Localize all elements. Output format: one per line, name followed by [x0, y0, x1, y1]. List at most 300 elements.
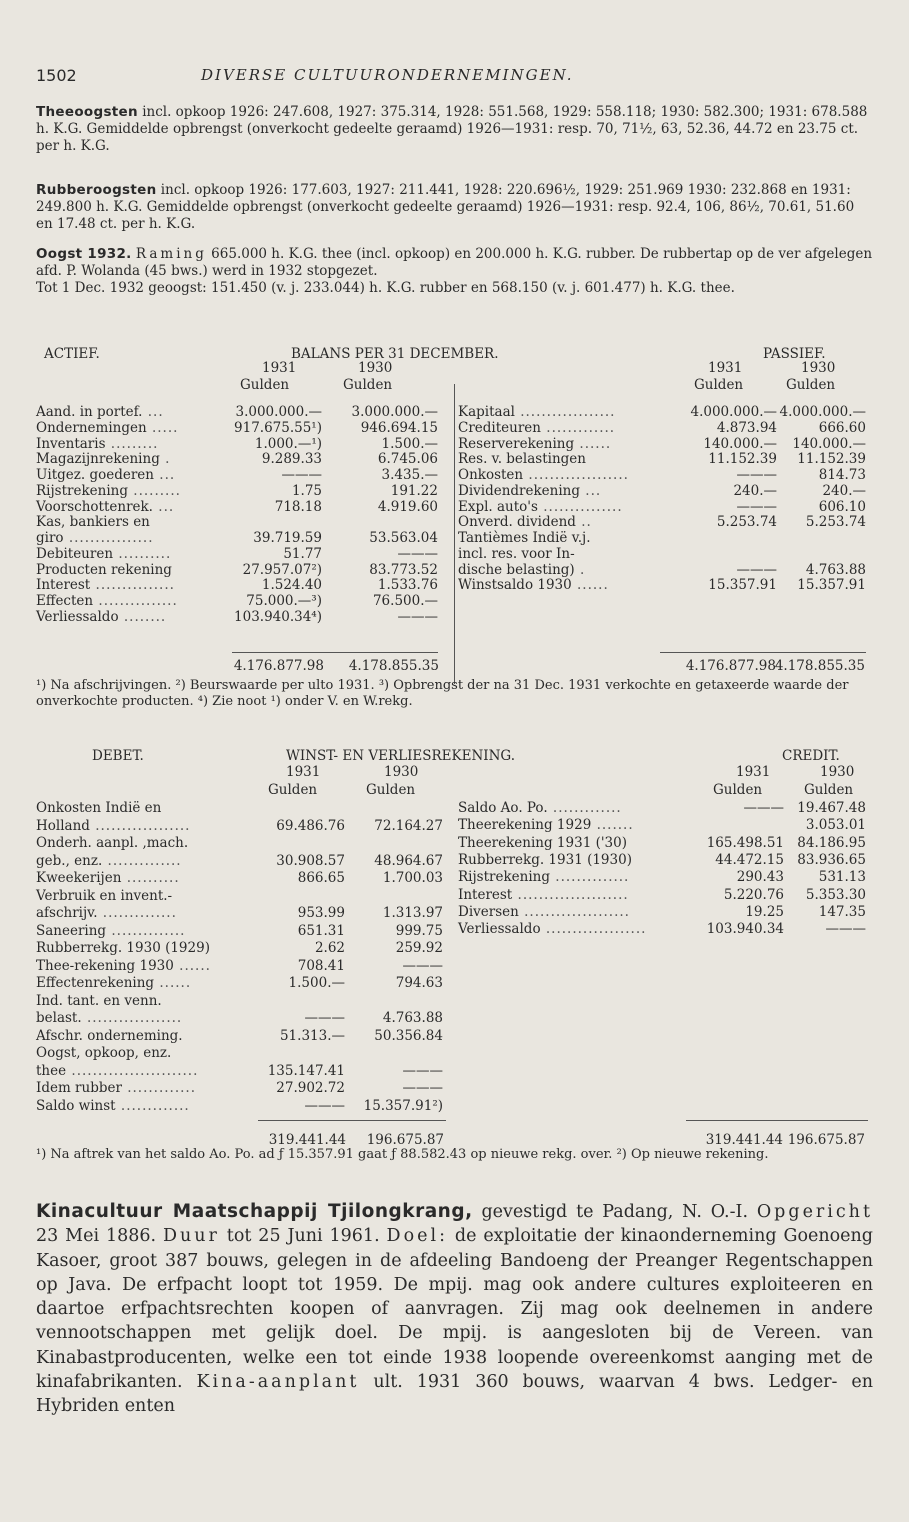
actief-row-label — [36, 499, 174, 515]
passief-row — [458, 546, 874, 561]
passief-leader-dots: ... — [580, 482, 602, 499]
actief-label-text: Kas, bankiers en — [36, 514, 150, 531]
debet-value-1930: ——— — [402, 957, 443, 974]
debet-value-1931: ——— — [304, 1010, 345, 1026]
debet-value-1930: 4.763.88 — [382, 1010, 443, 1026]
debet-row — [36, 975, 454, 990]
passief-row-label — [458, 577, 609, 593]
actief-label-text: Interest — [36, 577, 91, 594]
actief-unit-2: Gulden — [343, 377, 393, 393]
debet-label-text: Onderh. aanpl. ,mach. — [36, 835, 189, 851]
actief-value-1931: 51.77 — [283, 545, 322, 562]
balance-divider — [454, 384, 455, 684]
credit-row — [458, 887, 874, 902]
actief-row-label — [36, 436, 158, 452]
actief-row — [36, 530, 454, 545]
debet-row — [36, 1080, 454, 1095]
passief-value-1930: 814.73 — [818, 467, 866, 483]
actief-row — [36, 514, 454, 529]
raming-label: Raming — [135, 246, 207, 262]
actief-label: ACTIEF. — [44, 346, 100, 362]
actief-value-1930: 191.22 — [390, 482, 438, 499]
theeoogsten-paragraph — [36, 104, 873, 155]
debet-label-text: Afschr. onderneming. — [36, 1027, 183, 1044]
actief-leader-dots: ............... — [90, 577, 175, 594]
debet-label-text: Ind. tant. en venn. — [36, 992, 162, 1009]
credit-label: CREDIT. — [782, 748, 840, 764]
actief-label-text: Ondernemingen — [36, 419, 147, 436]
debet-row — [36, 958, 454, 973]
profit-loss-account — [36, 748, 873, 1148]
actief-value-1931: 917.675.55¹) — [234, 419, 322, 436]
credit-label-text: Saldo Ao. Po. — [458, 800, 548, 816]
passief-row — [458, 420, 874, 435]
actief-value-1930: 4.919.60 — [377, 498, 438, 515]
debet-leader-dots: ............. — [115, 1097, 190, 1114]
debet-value-1931: 651.31 — [297, 922, 345, 939]
credit-row-label — [458, 887, 629, 903]
debet-value-1931: 2.62 — [314, 940, 345, 956]
actief-leader-dots: ... — [152, 498, 175, 515]
actief-value-1930: 6.745.06 — [377, 451, 438, 468]
debet-value-1930: 72.164.27 — [374, 817, 443, 834]
debet-leader-dots: .............. — [97, 905, 177, 921]
debet-label-text: Effectenrekening — [36, 975, 155, 991]
actief-year-1931: 1931 — [262, 360, 297, 376]
rubberoogsten-paragraph — [36, 182, 873, 233]
passief-label: PASSIEF. — [763, 346, 826, 362]
credit-value-1930: 531.13 — [818, 869, 866, 886]
actief-value-1930: 53.563.04 — [369, 530, 438, 546]
actief-row-label — [36, 562, 172, 578]
debet-label-text: Verbruik en invent.- — [36, 887, 173, 904]
passief-leader-dots: ...... — [574, 435, 612, 452]
actief-value-1931: 27.957.07²) — [242, 561, 322, 578]
actief-row-label — [36, 467, 175, 483]
passief-row — [458, 436, 874, 451]
actief-value-1930: 76.500.— — [372, 593, 438, 609]
actief-label-text: Effecten — [36, 593, 94, 609]
debet-row — [36, 800, 454, 815]
passief-year-1930: 1930 — [801, 360, 836, 376]
winst-footnote-text: ¹) Na aftrek van het saldo Ao. Po. ad ƒ 15.357.91 gaat ƒ 88.582.43 op nieuwe rekg. over. ²) Op nieuwe rekening. — [36, 1147, 769, 1162]
debet-label: DEBET. — [92, 748, 144, 764]
debet-label-text: Idem rubber — [36, 1080, 122, 1096]
balance-title: BALANS PER 31 DECEMBER. — [291, 346, 499, 362]
actief-label-text: Inventaris — [36, 435, 106, 452]
actief-label-text: Uitgez. goederen — [36, 467, 154, 483]
debet-value-1930: 48.964.67 — [374, 852, 443, 869]
passief-row — [458, 577, 874, 592]
debet-label-text: Saneering — [36, 922, 107, 939]
debet-row-label — [36, 993, 162, 1009]
passief-value-1930: 5.253.74 — [805, 514, 866, 531]
kina-title: Kinacultuur Maatschappij Tjilongkrang, — [36, 1201, 473, 1222]
debet-value-1931: 1.500.— — [288, 975, 345, 991]
actief-leader-dots: ............... — [93, 593, 178, 609]
credit-value-1931: 165.498.51 — [706, 834, 784, 851]
passief-value-1931: ——— — [736, 498, 777, 515]
actief-year-1930: 1930 — [358, 360, 393, 376]
debet-value-1930: 999.75 — [395, 922, 443, 939]
debet-row-label — [36, 1010, 182, 1026]
debet-row-label — [36, 818, 190, 834]
credit-label-text: Interest — [458, 886, 513, 903]
actief-leader-dots: ......... — [105, 435, 159, 452]
debet-row — [36, 1010, 454, 1025]
debet-row — [36, 818, 454, 833]
passief-label-text: Tantièmes Indië v.j. — [458, 530, 591, 546]
debet-row — [36, 1098, 454, 1113]
passief-leader-dots: ...... — [571, 577, 609, 594]
credit-label-text: Theerekening 1929 — [458, 817, 592, 834]
winst-title: WINST- EN VERLIESREKENING. — [286, 748, 516, 764]
actief-row — [36, 593, 454, 608]
debet-row-label — [36, 888, 172, 904]
passief-value-1931: 4.873.94 — [716, 419, 777, 436]
actief-row — [36, 483, 454, 498]
running-title: DIVERSE CULTUURONDERNEMINGEN. — [201, 66, 574, 84]
passief-value-1931: ——— — [736, 561, 777, 578]
passief-row-label — [458, 451, 586, 467]
credit-row-label — [458, 904, 630, 920]
credit-value-1930: 83.936.65 — [797, 851, 866, 868]
passief-row-label — [458, 483, 601, 499]
actief-row — [36, 577, 454, 592]
debet-leader-dots: ........................ — [66, 1062, 199, 1079]
actief-leader-dots: ..... — [146, 419, 179, 436]
debet-label-text: Rubberrekg. 1930 (1929) — [36, 940, 210, 956]
credit-row — [458, 904, 874, 919]
debet-row-label — [36, 958, 211, 974]
passief-year-1931: 1931 — [708, 360, 743, 376]
theeoogsten-title: Theeoogsten — [36, 104, 138, 120]
passief-unit-2: Gulden — [786, 377, 836, 393]
credit-value-1930: 5.353.30 — [805, 886, 866, 903]
actief-row-label — [36, 483, 181, 499]
passief-row — [458, 530, 874, 545]
debet-row-label — [36, 800, 161, 816]
actief-value-1930: ——— — [397, 545, 438, 562]
passief-leader-dots: ............. — [540, 419, 616, 436]
debet-total-1930: 196.675.87 — [366, 1132, 444, 1148]
actief-row — [36, 404, 454, 419]
debet-value-1930: 1.700.03 — [382, 870, 443, 886]
passief-label-text: Dividendrekening — [458, 482, 581, 499]
actief-value-1930: 3.000.000.— — [351, 404, 438, 420]
credit-value-1931: 290.43 — [736, 869, 784, 886]
debet-label-text: Saldo winst — [36, 1097, 116, 1114]
debet-row — [36, 993, 454, 1008]
passief-leader-dots: . — [574, 561, 586, 578]
actief-row-label — [36, 546, 171, 562]
debet-row — [36, 888, 454, 903]
credit-value-1930: 3.053.01 — [805, 817, 866, 834]
credit-value-1930: 84.186.95 — [797, 834, 866, 851]
passief-total-rule — [660, 652, 866, 653]
aanplant-text: ult. 1931 360 bouws, waarvan 4 bws. Ledger- en Hybriden enten — [36, 1372, 874, 1417]
passief-value-1931: 11.152.39 — [708, 451, 777, 468]
actief-label-text: Debiteuren — [36, 545, 114, 562]
debet-value-1931: 69.486.76 — [276, 817, 345, 834]
credit-total-1930: 196.675.87 — [787, 1132, 865, 1148]
oogst-title: Oogst 1932. — [36, 246, 132, 262]
debet-row — [36, 870, 454, 885]
actief-row-label — [36, 451, 170, 467]
credit-value-1930: ——— — [825, 921, 866, 938]
debet-leader-dots: .......... — [121, 870, 180, 886]
passief-label-text: Kapitaal — [458, 404, 515, 420]
credit-leader-dots: ................... — [540, 921, 647, 938]
debet-row-label — [36, 923, 185, 939]
passief-label-text: Crediteuren — [458, 419, 541, 436]
passief-row — [458, 562, 874, 577]
actief-total-1930: 4.178.855.35 — [348, 658, 439, 674]
actief-row-label — [36, 420, 178, 436]
passief-leader-dots: .................. — [514, 404, 616, 420]
actief-row — [36, 609, 454, 624]
passief-label-text: incl. res. voor In- — [458, 545, 575, 562]
kina-gevestigd: gevestigd te Padang, N. O.-I. — [472, 1202, 757, 1222]
credit-year-1930: 1930 — [820, 764, 855, 780]
debet-value-1930: 15.357.91²) — [363, 1097, 443, 1114]
actief-row-label — [36, 514, 150, 530]
credit-value-1930: 19.467.48 — [797, 800, 866, 816]
debet-label-text: Holland — [36, 817, 90, 834]
doel-text: de exploitatie der kinaonderneming Goenoeng Kasoer, groot 387 bouws, gelegen in de afdeeling Bandoeng der Preanger Regentschappen op Java. De erfpacht loopt tot 1959. De mpij. mag ook andere cultures exploiteeren en daartoe erfpachtsrechten koopen of aanvragen. Zij mag ook deelnemen in andere vennootschappen met gelijk doel. De mpij. is aangesloten bij de Vereen. van Kinabastproducenten, welke een tot einde 1938 loopende overeenkomst aanging met de kinafabrikanten. — [36, 1226, 873, 1393]
credit-row-label — [458, 921, 646, 937]
credit-leader-dots: ............. — [547, 800, 622, 816]
actief-row — [36, 436, 454, 451]
actief-leader-dots: .......... — [113, 545, 172, 562]
passief-value-1931: 140.000.— — [703, 435, 777, 452]
debet-value-1931: 866.65 — [297, 870, 345, 886]
debet-row-label — [36, 975, 191, 991]
passief-value-1930: 15.357.91 — [797, 577, 866, 594]
debet-value-1931: 135.147.41 — [267, 1062, 345, 1079]
actief-value-1930: ——— — [397, 608, 438, 625]
credit-total-rule — [686, 1120, 868, 1121]
actief-row — [36, 499, 454, 514]
passief-leader-dots: ............... — [537, 498, 623, 515]
debet-leader-dots: .............. — [106, 922, 186, 939]
actief-label-text: Producten rekening — [36, 561, 172, 578]
passief-total-1931: 4.176.877.98 — [685, 658, 776, 674]
passief-leader-dots: ................... — [523, 467, 629, 483]
actief-row — [36, 420, 454, 435]
passief-row — [458, 467, 874, 482]
actief-value-1931: 9.289.33 — [261, 451, 322, 468]
actief-value-1930: 946.694.15 — [360, 419, 438, 436]
actief-value-1931: 39.719.59 — [253, 530, 322, 546]
debet-row — [36, 905, 454, 920]
actief-value-1930: 1.500.— — [381, 435, 438, 452]
passief-row-label — [458, 499, 623, 515]
debet-leader-dots: ...... — [154, 975, 192, 991]
actief-label-text: Magazijnrekening — [36, 451, 160, 468]
passief-row-label — [458, 404, 615, 420]
actief-value-1931: 75.000.—³) — [246, 593, 322, 609]
debet-label-text: afschrijv. — [36, 905, 98, 921]
debet-row-label — [36, 835, 188, 851]
debet-label-text: thee — [36, 1062, 67, 1079]
debet-value-1930: ——— — [402, 1062, 443, 1079]
actief-row-label — [36, 609, 166, 625]
debet-value-1931: ——— — [304, 1097, 345, 1114]
passief-row-label — [458, 467, 629, 483]
debet-row-label — [36, 940, 210, 956]
passief-row — [458, 404, 874, 419]
passief-value-1930: 4.000.000.— — [779, 404, 866, 420]
kina-paragraph — [36, 1200, 873, 1419]
passief-label-text: Winstsaldo 1930 — [458, 577, 572, 594]
debet-unit-2: Gulden — [366, 782, 416, 798]
oogst-paragraph — [36, 246, 873, 297]
passief-value-1931: 4.000.000.— — [690, 404, 777, 420]
debet-value-1931: 51.313.— — [279, 1027, 345, 1044]
passief-value-1931: 240.— — [733, 482, 777, 499]
rubberoogsten-title: Rubberoogsten — [36, 182, 157, 198]
debet-row — [36, 835, 454, 850]
debet-value-1931: 30.908.57 — [276, 852, 345, 869]
credit-label-text: Rubberrekg. 1931 (1930) — [458, 851, 632, 868]
actief-value-1931: 1.75 — [291, 482, 322, 499]
debet-label-text: Oogst, opkoop, enz. — [36, 1045, 172, 1061]
balance-footnote — [36, 678, 873, 709]
credit-value-1931: 19.25 — [745, 903, 784, 920]
winst-footnote — [36, 1147, 873, 1163]
debet-row-label — [36, 1098, 190, 1114]
credit-row-label — [458, 817, 634, 833]
debet-label-text: geb., enz. — [36, 852, 103, 869]
debet-row-label — [36, 1028, 183, 1044]
actief-row — [36, 546, 454, 561]
passief-label-text: Onverd. dividend — [458, 514, 576, 531]
debet-leader-dots: .................. — [89, 817, 191, 834]
debet-row-label — [36, 1045, 171, 1061]
credit-row-label — [458, 835, 627, 851]
passief-row — [458, 451, 874, 466]
credit-total-1931: 319.441.44 — [705, 1132, 783, 1148]
passief-value-1930: 140.000.— — [792, 435, 866, 452]
credit-label-text: Verliessaldo — [458, 921, 541, 938]
debet-unit-1: Gulden — [268, 782, 318, 798]
debet-value-1930: 259.92 — [395, 940, 443, 956]
page-header — [36, 66, 873, 88]
passief-label-text: Reserverekening — [458, 435, 575, 452]
credit-label-text: Theerekening 1931 ('30) — [458, 834, 628, 851]
actief-value-1931: 103.940.34⁴) — [234, 608, 322, 625]
credit-year-1931: 1931 — [736, 764, 771, 780]
actief-leader-dots: ......... — [127, 482, 181, 499]
duur-label: Duur — [162, 1226, 220, 1247]
actief-label-text: Voorschottenrek. — [36, 498, 153, 515]
debet-row-label — [36, 870, 180, 886]
debet-value-1930: 794.63 — [395, 975, 443, 991]
actief-unit-1: Gulden — [240, 377, 290, 393]
credit-row-label — [458, 800, 622, 816]
debet-leader-dots: ............. — [121, 1080, 197, 1096]
actief-value-1931: ——— — [281, 467, 322, 483]
debet-total-1931: 319.441.44 — [268, 1132, 346, 1148]
actief-leader-dots: ................ — [63, 530, 154, 546]
passief-value-1931: 5.253.74 — [716, 514, 777, 531]
actief-leader-dots: ... — [153, 467, 176, 483]
passief-value-1931: 15.357.91 — [708, 577, 777, 594]
debet-value-1930: 50.356.84 — [374, 1027, 443, 1044]
opgericht-value: 23 Mei 1886. — [36, 1226, 163, 1247]
page-number: 1502 — [36, 66, 77, 85]
actief-value-1930: 3.435.— — [381, 467, 438, 483]
debet-row-label — [36, 853, 182, 869]
debet-label-text: Thee-rekening 1930 — [36, 957, 174, 974]
credit-unit-2: Gulden — [804, 782, 854, 798]
passief-value-1931: ——— — [736, 467, 777, 483]
debet-total-rule — [258, 1120, 446, 1121]
actief-value-1931: 718.18 — [274, 498, 322, 515]
debet-row-label — [36, 905, 177, 921]
passief-value-1930: 606.10 — [818, 498, 866, 515]
oogst-text1: 665.000 h. K.G. thee (incl. opkoop) en 200.000 h. K.G. rubber. De rubbertap op de ver afgelegen afd. P. Wolanda (45 bws.) werd in 1932 stopgezet. — [36, 246, 873, 279]
credit-label-text: Diversen — [458, 903, 519, 920]
debet-value-1931: 708.41 — [297, 957, 345, 974]
passief-label-text: Onkosten — [458, 467, 524, 483]
passief-row-label — [458, 514, 592, 530]
credit-value-1931: 103.940.34 — [706, 921, 784, 938]
debet-label-text: Kweekerijen — [36, 870, 122, 886]
credit-leader-dots: ..................... — [512, 886, 629, 903]
credit-row — [458, 817, 874, 832]
rubberoogsten-text: incl. opkoop 1926: 177.603, 1927: 211.441, 1928: 220.696½, 1929: 251.969 1930: 232.868 en 1931: 249.800 h. K.G. Gemiddelde opbrengst (onverkocht gedeelte geraamd) 1926—1931: resp. 92.4, 106, 86½, 70.61, 51.60 en 17.48 ct. per h. K.G. — [36, 182, 855, 232]
credit-row — [458, 800, 874, 815]
debet-leader-dots: ...... — [173, 957, 211, 974]
actief-row — [36, 467, 454, 482]
actief-label-text: Aand. in portef. — [36, 404, 143, 420]
actief-row-label — [36, 530, 154, 546]
passief-label-text: dische belasting) — [458, 561, 575, 578]
actief-value-1931: 3.000.000.— — [235, 404, 322, 420]
passief-row — [458, 514, 874, 529]
credit-row — [458, 835, 874, 850]
passief-value-1930: 4.763.88 — [805, 561, 866, 578]
actief-total-1931: 4.176.877.98 — [233, 658, 324, 674]
actief-row — [36, 562, 454, 577]
actief-value-1931: 1.524.40 — [261, 577, 322, 594]
actief-leader-dots: . — [159, 451, 171, 468]
actief-label-text: Rijstrekening — [36, 482, 128, 499]
credit-row — [458, 869, 874, 884]
actief-label-text: giro — [36, 530, 64, 546]
duur-value: tot 25 Juni 1961. — [219, 1226, 380, 1247]
passief-row — [458, 483, 874, 498]
opgericht-label: Opgericht — [756, 1202, 873, 1222]
credit-row-label — [458, 869, 629, 885]
actief-row-label — [36, 404, 164, 420]
debet-row — [36, 923, 454, 938]
credit-leader-dots: .................... — [518, 903, 630, 920]
debet-row — [36, 940, 454, 955]
passief-row-label — [458, 436, 611, 452]
aanplant-label: Kina-aanplant — [196, 1372, 360, 1393]
debet-value-1930: ——— — [402, 1080, 443, 1096]
debet-row — [36, 1045, 454, 1060]
passief-row-label — [458, 420, 615, 436]
debet-year-1931: 1931 — [286, 764, 321, 780]
debet-row — [36, 1028, 454, 1043]
oogst-text2: Tot 1 Dec. 1932 geoogst: 151.450 (v. j. 233.044) h. K.G. rubber en 568.150 (v. j. 601.477) h. K.G. thee. — [36, 280, 735, 296]
actief-value-1930: 1.533.76 — [377, 577, 438, 594]
credit-value-1931: ——— — [743, 800, 784, 816]
